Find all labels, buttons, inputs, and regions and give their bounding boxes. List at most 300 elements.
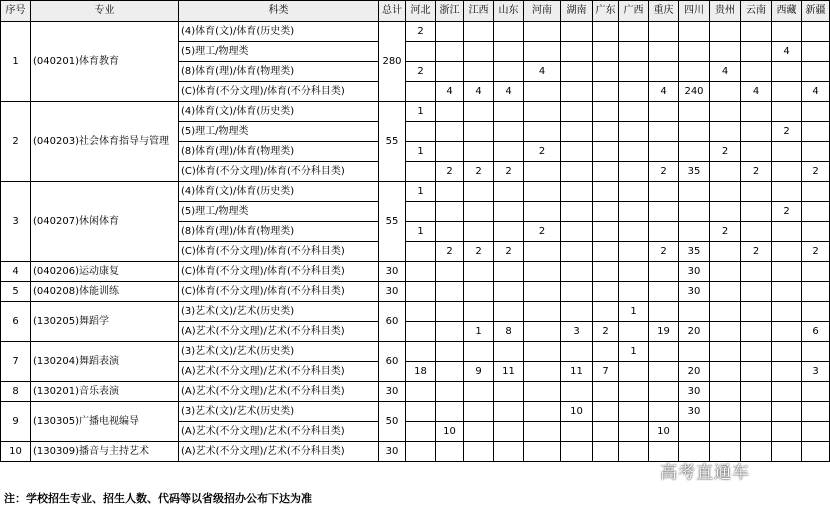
category-cell: (8)体育(理)/体育(物理类)	[179, 62, 379, 82]
total-cell: 50	[379, 402, 406, 442]
column-header: 贵州	[710, 1, 741, 22]
major-name: (040206)运动康复	[31, 262, 179, 282]
row-number: 6	[1, 302, 31, 342]
province-quota-cell	[772, 442, 802, 462]
province-quota-cell	[593, 262, 619, 282]
province-quota-cell	[741, 362, 772, 382]
category-cell: (4)体育(文)/体育(历史类)	[179, 102, 379, 122]
province-quota-cell: 2	[436, 162, 464, 182]
province-quota-cell	[772, 362, 802, 382]
province-quota-cell	[524, 422, 561, 442]
province-quota-cell	[772, 302, 802, 322]
province-quota-cell	[436, 222, 464, 242]
province-quota-cell	[802, 262, 830, 282]
province-quota-cell	[494, 262, 524, 282]
province-quota-cell	[802, 282, 830, 302]
province-quota-cell	[802, 402, 830, 422]
province-quota-cell	[494, 62, 524, 82]
total-cell: 30	[379, 262, 406, 282]
province-quota-cell	[406, 122, 436, 142]
province-quota-cell	[649, 182, 679, 202]
province-quota-cell	[494, 122, 524, 142]
province-quota-cell	[593, 282, 619, 302]
province-quota-cell	[772, 402, 802, 422]
province-quota-cell	[619, 22, 649, 42]
province-quota-cell	[802, 22, 830, 42]
table-header-row	[1, 1, 830, 22]
province-quota-cell	[436, 382, 464, 402]
province-quota-cell	[802, 382, 830, 402]
province-quota-cell	[772, 22, 802, 42]
province-quota-cell	[561, 262, 593, 282]
category-cell: (5)理工/物理类	[179, 122, 379, 142]
total-cell: 30	[379, 442, 406, 462]
province-quota-cell	[524, 342, 561, 362]
province-quota-cell	[406, 42, 436, 62]
province-quota-cell	[464, 402, 494, 422]
province-quota-cell	[524, 42, 561, 62]
category-cell: (3)艺术(文)/艺术(历史类)	[179, 402, 379, 422]
province-quota-cell	[679, 62, 710, 82]
province-quota-cell	[561, 422, 593, 442]
province-quota-cell: 2	[649, 242, 679, 262]
province-quota-cell	[593, 162, 619, 182]
column-header: 广东	[593, 1, 619, 22]
province-quota-cell	[561, 282, 593, 302]
province-quota-cell	[802, 42, 830, 62]
province-quota-cell	[710, 342, 741, 362]
total-cell: 30	[379, 282, 406, 302]
column-header: 新疆	[802, 1, 830, 22]
province-quota-cell	[593, 402, 619, 422]
major-name: (130205)舞蹈学	[31, 302, 179, 342]
category-cell: (C)体育(不分文理)/体育(不分科目类)	[179, 242, 379, 262]
province-quota-cell	[406, 162, 436, 182]
category-cell: (4)体育(文)/体育(历史类)	[179, 22, 379, 42]
province-quota-cell	[524, 82, 561, 102]
column-header: 浙江	[436, 1, 464, 22]
province-quota-cell	[561, 62, 593, 82]
column-header: 云南	[741, 1, 772, 22]
province-quota-cell	[494, 402, 524, 422]
province-quota-cell	[802, 182, 830, 202]
province-quota-cell	[710, 322, 741, 342]
province-quota-cell	[494, 282, 524, 302]
province-quota-cell	[593, 82, 619, 102]
province-quota-cell	[649, 362, 679, 382]
province-quota-cell	[741, 22, 772, 42]
province-quota-cell: 4	[741, 82, 772, 102]
province-quota-cell	[436, 42, 464, 62]
province-quota-cell	[593, 122, 619, 142]
column-header: 四川	[679, 1, 710, 22]
column-header: 专业	[31, 1, 179, 22]
province-quota-cell	[619, 242, 649, 262]
column-header: 河南	[524, 1, 561, 22]
province-quota-cell	[710, 402, 741, 422]
major-name: (130309)播音与主持艺术	[31, 442, 179, 462]
province-quota-cell	[436, 102, 464, 122]
province-quota-cell	[561, 102, 593, 122]
province-quota-cell: 2	[710, 142, 741, 162]
province-quota-cell	[524, 262, 561, 282]
row-number: 10	[1, 442, 31, 462]
province-quota-cell	[436, 282, 464, 302]
province-quota-cell	[593, 202, 619, 222]
column-header: 广西	[619, 1, 649, 22]
province-quota-cell: 4	[494, 82, 524, 102]
major-name: (040203)社会体育指导与管理	[31, 102, 179, 182]
province-quota-cell	[464, 302, 494, 322]
major-name: (130204)舞蹈表演	[31, 342, 179, 382]
province-quota-cell	[649, 142, 679, 162]
province-quota-cell	[772, 382, 802, 402]
province-quota-cell	[593, 42, 619, 62]
province-quota-cell	[436, 322, 464, 342]
province-quota-cell	[619, 442, 649, 462]
province-quota-cell	[494, 22, 524, 42]
province-quota-cell	[710, 422, 741, 442]
province-quota-cell: 2	[772, 202, 802, 222]
province-quota-cell	[436, 202, 464, 222]
province-quota-cell	[593, 302, 619, 322]
province-quota-cell	[679, 222, 710, 242]
province-quota-cell	[524, 182, 561, 202]
province-quota-cell	[494, 442, 524, 462]
province-quota-cell	[464, 142, 494, 162]
province-quota-cell: 35	[679, 162, 710, 182]
province-quota-cell: 2	[406, 62, 436, 82]
province-quota-cell: 1	[619, 302, 649, 322]
province-quota-cell: 4	[524, 62, 561, 82]
province-quota-cell: 1	[406, 102, 436, 122]
province-quota-cell	[406, 302, 436, 322]
province-quota-cell	[619, 202, 649, 222]
province-quota-cell	[710, 202, 741, 222]
category-cell: (A)艺术(不分文理)/艺术(不分科目类)	[179, 442, 379, 462]
province-quota-cell	[710, 42, 741, 62]
province-quota-cell	[406, 422, 436, 442]
province-quota-cell	[464, 182, 494, 202]
province-quota-cell	[593, 22, 619, 42]
table-row	[1, 402, 830, 422]
province-quota-cell	[679, 102, 710, 122]
province-quota-cell	[524, 282, 561, 302]
province-quota-cell	[436, 402, 464, 422]
province-quota-cell: 19	[649, 322, 679, 342]
province-quota-cell: 1	[406, 222, 436, 242]
province-quota-cell	[436, 142, 464, 162]
province-quota-cell	[464, 42, 494, 62]
province-quota-cell	[524, 202, 561, 222]
province-quota-cell: 4	[772, 42, 802, 62]
category-cell: (C)体育(不分文理)/体育(不分科目类)	[179, 82, 379, 102]
province-quota-cell	[649, 122, 679, 142]
category-cell: (C)体育(不分文理)/体育(不分科目类)	[179, 162, 379, 182]
column-header: 重庆	[649, 1, 679, 22]
province-quota-cell	[619, 42, 649, 62]
province-quota-cell: 2	[741, 242, 772, 262]
province-quota-cell	[710, 122, 741, 142]
province-quota-cell	[772, 182, 802, 202]
column-header: 序号	[1, 1, 31, 22]
province-quota-cell: 2	[494, 242, 524, 262]
province-quota-cell	[524, 162, 561, 182]
province-quota-cell	[710, 102, 741, 122]
province-quota-cell: 2	[524, 142, 561, 162]
province-quota-cell	[649, 342, 679, 362]
province-quota-cell	[593, 102, 619, 122]
province-quota-cell: 3	[802, 362, 830, 382]
province-quota-cell	[649, 302, 679, 322]
table-row	[1, 22, 830, 42]
province-quota-cell: 1	[406, 182, 436, 202]
category-cell: (C)体育(不分文理)/体育(不分科目类)	[179, 282, 379, 302]
table-row	[1, 262, 830, 282]
province-quota-cell	[802, 302, 830, 322]
province-quota-cell	[561, 222, 593, 242]
province-quota-cell	[649, 22, 679, 42]
province-quota-cell	[710, 242, 741, 262]
province-quota-cell	[524, 102, 561, 122]
province-quota-cell: 11	[561, 362, 593, 382]
province-quota-cell	[494, 102, 524, 122]
province-quota-cell	[710, 262, 741, 282]
province-quota-cell	[406, 382, 436, 402]
province-quota-cell	[619, 362, 649, 382]
province-quota-cell	[649, 222, 679, 242]
row-number: 2	[1, 102, 31, 182]
province-quota-cell	[772, 322, 802, 342]
province-quota-cell	[679, 42, 710, 62]
province-quota-cell	[710, 302, 741, 322]
province-quota-cell	[464, 62, 494, 82]
province-quota-cell	[464, 342, 494, 362]
province-quota-cell	[649, 102, 679, 122]
province-quota-cell: 35	[679, 242, 710, 262]
province-quota-cell	[561, 122, 593, 142]
province-quota-cell	[524, 22, 561, 42]
column-header: 湖南	[561, 1, 593, 22]
total-cell: 60	[379, 302, 406, 342]
category-cell: (3)艺术(文)/艺术(历史类)	[179, 342, 379, 362]
province-quota-cell	[710, 82, 741, 102]
province-quota-cell	[593, 62, 619, 82]
province-quota-cell	[406, 322, 436, 342]
province-quota-cell	[593, 182, 619, 202]
row-number: 1	[1, 22, 31, 102]
province-quota-cell: 2	[494, 162, 524, 182]
category-cell: (3)艺术(文)/艺术(历史类)	[179, 302, 379, 322]
province-quota-cell	[741, 322, 772, 342]
province-quota-cell	[494, 302, 524, 322]
province-quota-cell	[802, 142, 830, 162]
province-quota-cell	[649, 62, 679, 82]
province-quota-cell	[802, 222, 830, 242]
province-quota-cell	[436, 122, 464, 142]
province-quota-cell	[649, 282, 679, 302]
province-quota-cell	[772, 242, 802, 262]
province-quota-cell	[649, 262, 679, 282]
table-body	[1, 22, 830, 462]
province-quota-cell	[679, 342, 710, 362]
province-quota-cell: 2	[802, 162, 830, 182]
province-quota-cell	[741, 422, 772, 442]
province-quota-cell	[802, 102, 830, 122]
table-row	[1, 102, 830, 122]
province-quota-cell	[772, 102, 802, 122]
province-quota-cell	[524, 242, 561, 262]
province-quota-cell	[619, 322, 649, 342]
province-quota-cell	[406, 262, 436, 282]
province-quota-cell	[406, 202, 436, 222]
table-row	[1, 382, 830, 402]
column-header: 总计	[379, 1, 406, 22]
province-quota-cell: 2	[802, 242, 830, 262]
province-quota-cell: 9	[464, 362, 494, 382]
province-quota-cell: 30	[679, 262, 710, 282]
province-quota-cell	[406, 342, 436, 362]
province-quota-cell	[679, 182, 710, 202]
province-quota-cell	[772, 422, 802, 442]
row-number: 4	[1, 262, 31, 282]
province-quota-cell	[802, 442, 830, 462]
province-quota-cell	[561, 22, 593, 42]
province-quota-cell	[741, 342, 772, 362]
province-quota-cell: 2	[464, 242, 494, 262]
column-header: 河北	[406, 1, 436, 22]
province-quota-cell	[619, 122, 649, 142]
category-cell: (5)理工/物理类	[179, 202, 379, 222]
province-quota-cell	[710, 382, 741, 402]
watermark: 高考直通车	[660, 463, 750, 483]
province-quota-cell: 2	[524, 222, 561, 242]
province-quota-cell	[710, 362, 741, 382]
category-cell: (8)体育(理)/体育(物理类)	[179, 142, 379, 162]
province-quota-cell	[710, 22, 741, 42]
province-quota-cell	[802, 122, 830, 142]
row-number: 9	[1, 402, 31, 442]
province-quota-cell	[741, 282, 772, 302]
table-row	[1, 342, 830, 362]
province-quota-cell: 7	[593, 362, 619, 382]
province-quota-cell	[406, 402, 436, 422]
province-quota-cell: 2	[741, 162, 772, 182]
province-quota-cell	[561, 202, 593, 222]
province-quota-cell: 3	[561, 322, 593, 342]
province-quota-cell: 2	[436, 242, 464, 262]
major-name: (040201)体育教育	[31, 22, 179, 102]
province-quota-cell	[406, 82, 436, 102]
province-quota-cell: 1	[619, 342, 649, 362]
province-quota-cell	[649, 202, 679, 222]
province-quota-cell	[741, 402, 772, 422]
province-quota-cell	[406, 282, 436, 302]
province-quota-cell	[649, 402, 679, 422]
province-quota-cell	[524, 302, 561, 322]
province-quota-cell	[494, 382, 524, 402]
province-quota-cell	[619, 62, 649, 82]
province-quota-cell	[802, 422, 830, 442]
province-quota-cell	[772, 162, 802, 182]
province-quota-cell	[436, 182, 464, 202]
province-quota-cell	[436, 442, 464, 462]
category-cell: (5)理工/物理类	[179, 42, 379, 62]
total-cell: 30	[379, 382, 406, 402]
province-quota-cell	[649, 42, 679, 62]
province-quota-cell	[741, 222, 772, 242]
province-quota-cell	[524, 442, 561, 462]
province-quota-cell	[741, 142, 772, 162]
category-cell: (A)艺术(不分文理)/艺术(不分科目类)	[179, 382, 379, 402]
province-quota-cell	[802, 202, 830, 222]
province-quota-cell: 10	[561, 402, 593, 422]
province-quota-cell: 1	[406, 142, 436, 162]
table-row	[1, 302, 830, 322]
province-quota-cell	[436, 62, 464, 82]
province-quota-cell	[741, 42, 772, 62]
province-quota-cell: 6	[802, 322, 830, 342]
province-quota-cell	[561, 242, 593, 262]
province-quota-cell	[772, 222, 802, 242]
province-quota-cell: 4	[649, 82, 679, 102]
category-cell: (C)体育(不分文理)/体育(不分科目类)	[179, 262, 379, 282]
province-quota-cell	[619, 182, 649, 202]
province-quota-cell	[619, 162, 649, 182]
total-cell: 55	[379, 182, 406, 262]
province-quota-cell	[464, 442, 494, 462]
province-quota-cell: 2	[649, 162, 679, 182]
province-quota-cell	[593, 342, 619, 362]
province-quota-cell	[436, 22, 464, 42]
total-cell: 55	[379, 102, 406, 182]
province-quota-cell	[593, 242, 619, 262]
province-quota-cell: 20	[679, 362, 710, 382]
province-quota-cell	[802, 342, 830, 362]
province-quota-cell	[772, 262, 802, 282]
column-header: 山东	[494, 1, 524, 22]
province-quota-cell	[494, 222, 524, 242]
province-quota-cell	[741, 382, 772, 402]
province-quota-cell: 10	[436, 422, 464, 442]
province-quota-cell	[494, 422, 524, 442]
province-quota-cell	[436, 262, 464, 282]
province-quota-cell: 240	[679, 82, 710, 102]
total-cell: 280	[379, 22, 406, 102]
province-quota-cell	[494, 42, 524, 62]
category-cell: (A)艺术(不分文理)/艺术(不分科目类)	[179, 362, 379, 382]
province-quota-cell	[561, 302, 593, 322]
province-quota-cell: 20	[679, 322, 710, 342]
column-header: 科类	[179, 1, 379, 22]
major-name: (130305)广播电视编导	[31, 402, 179, 442]
province-quota-cell	[741, 302, 772, 322]
province-quota-cell: 2	[710, 222, 741, 242]
category-cell: (A)艺术(不分文理)/艺术(不分科目类)	[179, 422, 379, 442]
province-quota-cell: 4	[436, 82, 464, 102]
province-quota-cell	[679, 142, 710, 162]
province-quota-cell: 18	[406, 362, 436, 382]
province-quota-cell	[561, 342, 593, 362]
province-quota-cell	[619, 222, 649, 242]
province-quota-cell	[561, 182, 593, 202]
province-quota-cell	[464, 122, 494, 142]
column-header: 江西	[464, 1, 494, 22]
province-quota-cell	[679, 122, 710, 142]
province-quota-cell	[679, 202, 710, 222]
province-quota-cell	[772, 142, 802, 162]
province-quota-cell	[593, 222, 619, 242]
